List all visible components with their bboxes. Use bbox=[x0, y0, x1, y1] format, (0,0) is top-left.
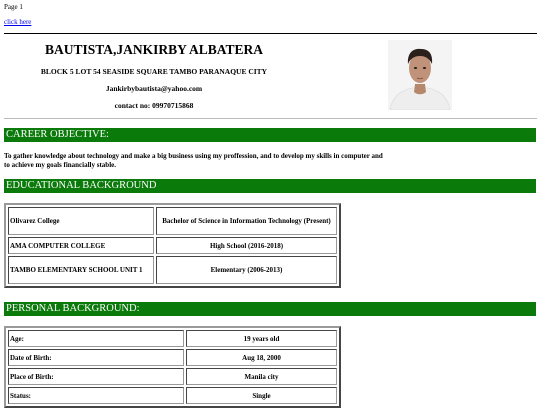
level-cell: Bachelor of Science in Information Technology (Present) bbox=[156, 207, 337, 235]
field-label: Place of Birth: bbox=[8, 368, 184, 385]
address: BLOCK 5 LOT 54 SEASIDE SQUARE TAMBO PARANAQUE CITY bbox=[40, 67, 268, 76]
section-educational-background: EDUCATIONAL BACKGROUND bbox=[4, 179, 536, 193]
profile-photo bbox=[388, 40, 452, 110]
education-table bbox=[4, 203, 341, 288]
career-line: to achieve my goals financially stable. bbox=[4, 161, 116, 169]
section-career-objective: CAREER OBJECTIVE: bbox=[4, 128, 536, 142]
field-value: 19 years old bbox=[186, 330, 337, 347]
field-value: Single bbox=[186, 387, 337, 404]
field-value: Manila city bbox=[186, 368, 337, 385]
table-row bbox=[8, 368, 337, 385]
level-cell: High School (2016-2018) bbox=[156, 237, 337, 254]
table-row bbox=[8, 207, 337, 235]
click-here-link[interactable]: click here bbox=[4, 18, 32, 26]
table-row bbox=[8, 349, 337, 366]
table-row bbox=[8, 387, 337, 404]
field-label: Status: bbox=[8, 387, 184, 404]
table-row bbox=[8, 330, 337, 347]
career-line: To gather knowledge about technology and make a big business using my proffession, and to develop my skills in computer and bbox=[4, 152, 383, 160]
email: Jankirbybautista@yahoo.com bbox=[105, 84, 203, 93]
divider bbox=[4, 118, 537, 119]
personal-table bbox=[4, 326, 341, 408]
level-cell: Elementary (2006-2013) bbox=[156, 256, 337, 284]
section-personal-background: PERSONAL BACKGROUND: bbox=[4, 302, 536, 316]
applicant-name: BAUTISTA,JANKIRBY ALBATERA bbox=[44, 42, 264, 57]
contact-number: contact no: 09970715868 bbox=[114, 101, 194, 110]
school-cell: TAMBO ELEMENTARY SCHOOL UNIT 1 bbox=[8, 256, 154, 284]
school-cell: Olivarez College bbox=[8, 207, 154, 235]
header-rule bbox=[4, 33, 537, 34]
field-label: Age: bbox=[8, 330, 184, 347]
table-row bbox=[8, 237, 337, 254]
page-label: Page 1 bbox=[4, 3, 23, 11]
career-objective-text bbox=[4, 152, 444, 170]
field-value: Aug 18, 2000 bbox=[186, 349, 337, 366]
table-row bbox=[8, 256, 337, 284]
school-cell: AMA COMPUTER COLLEGE bbox=[8, 237, 154, 254]
field-label: Date of Birth: bbox=[8, 349, 184, 366]
